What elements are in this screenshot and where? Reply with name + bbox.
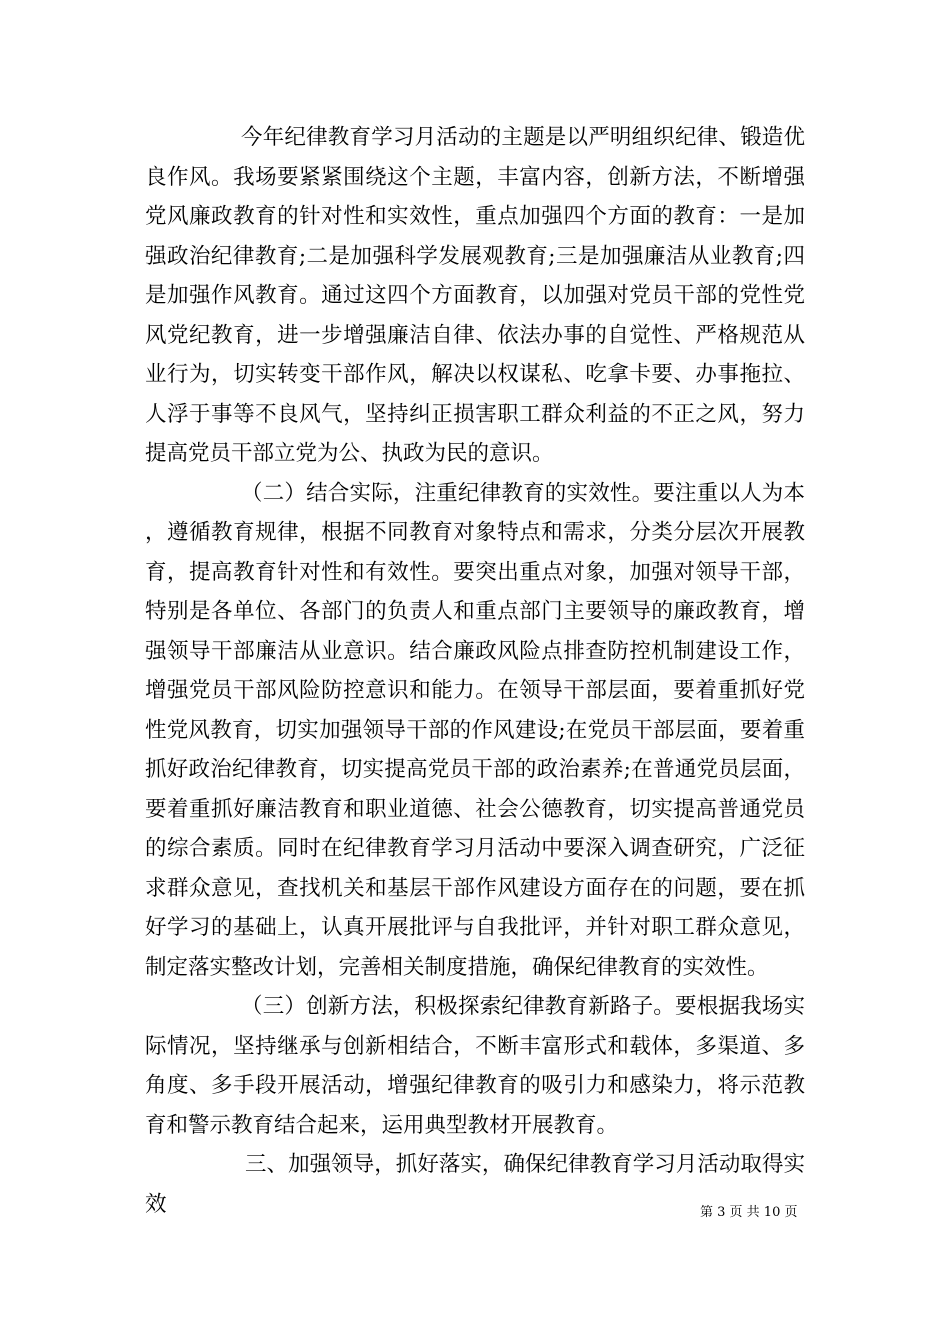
section-heading-leadership: 三、加强领导，抓好落实，确保纪律教育学习月活动取得实效: [145, 1152, 805, 1217]
paragraph-innovation: （三）创新方法，积极探索纪律教育新路子。要根据我场实际情况，坚持继承与创新相结合，不断丰富形式和载体，多渠道、多角度、多手段开展活动，增强纪律教育的吸引力和感染力，将示范教育和警示教育结合起来，运用典型教材开展教育。: [145, 994, 805, 1138]
paragraph-theme: 今年纪律教育学习月活动的主题是以严明组织纪律、锻造优良作风。我场要紧紧围绕这个主题，丰富内容，创新方法，不断增强党风廉政教育的针对性和实效性，重点加强四个方面的教育：一是加强政治纪律教育;二是加强科学发展观教育;三是加强廉洁从业教育;四是加强作风教育。通过这四个方面教育，以加强对党员干部的党性党风党纪教育，进一步增强廉洁自律、依法办事的自觉性、严格规范从业行为，切实转变干部作风，解决以权谋私、吃拿卡要、办事拖拉、人浮于事等不良风气，坚持纠正损害职工群众利益的不正之风，努力提高党员干部立党为公、执政为民的意识。: [145, 125, 805, 466]
paragraph-practice: （二）结合实际，注重纪律教育的实效性。要注重以人为本，遵循教育规律，根据不同教育对象特点和需求，分类分层次开展教育，提高教育针对性和有效性。要突出重点对象，加强对领导干部，特别是各单位、各部门的负责人和重点部门主要领导的廉政教育，增强领导干部廉洁从业意识。结合廉政风险点排查防控机制建设工作，增强党员干部风险防控意识和能力。在领导干部层面，要着重抓好党性党风教育，切实加强领导干部的作风建设;在党员干部层面，要着重抓好政治纪律教育，切实提高党员干部的政治素养;在普通党员层面，要着重抓好廉洁教育和职业道德、社会公德教育，切实提高普通党员的综合素质。同时在纪律教育学习月活动中要深入调查研究，广泛征求群众意见，查找机关和基层干部作风建设方面存在的问题，要在抓好学习的基础上，认真开展批评与自我批评，并针对职工群众意见，制定落实整改计划，完善相关制度措施，确保纪律教育的实效性。: [145, 480, 805, 980]
page-number-footer: 第 3 页 共 10 页: [700, 1205, 798, 1220]
document-body: [145, 118, 805, 1224]
